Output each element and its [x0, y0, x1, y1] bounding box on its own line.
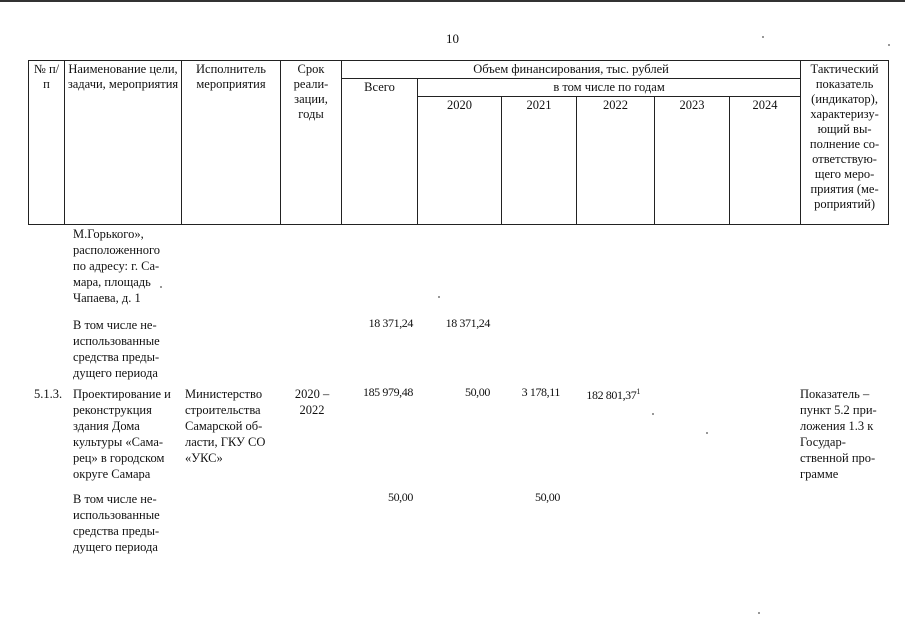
- scan-speck: [758, 612, 760, 614]
- unused-funds-label-1: В том числе не-использованные средства преды-дущего периода: [73, 318, 160, 380]
- scan-speck: [438, 296, 440, 298]
- unused-funds-2021-2: 50,00: [534, 490, 560, 504]
- header-by-years: в том числе по годам: [418, 79, 801, 97]
- item-2021: 3 178,11: [521, 385, 560, 399]
- item-2022: [570, 384, 640, 403]
- item-2022-value: 182 801,37: [586, 388, 637, 402]
- header-total: Всего: [342, 79, 418, 225]
- header-name: Наименование цели, задачи, мероприятия: [65, 61, 182, 225]
- scan-speck: [762, 36, 764, 38]
- header-term: Срок реали-зации, годы: [281, 61, 342, 225]
- scan-speck: [160, 286, 162, 288]
- page-number: 10: [446, 31, 459, 46]
- scan-speck: [652, 413, 654, 415]
- unused-funds-total-1: 18 371,24: [368, 316, 413, 330]
- scan-speck: [706, 432, 708, 434]
- header-year-2024: 2024: [730, 97, 801, 225]
- item-name: Проектирование и реконструкция здания Дома культуры «Сама-рец» в городском округе Самара: [73, 387, 171, 481]
- item-2020: 50,00: [464, 385, 490, 399]
- header-financing: Объем финансирования, тыс. рублей: [342, 61, 801, 79]
- item-indicator: Показатель – пункт 5.2 при-ложения 1.3 к Государ-ственной про-грамме: [800, 387, 877, 481]
- item-term: 2020 – 2022: [294, 387, 330, 417]
- item-2022-footnote: 1: [636, 387, 640, 396]
- unused-funds-2020-1: 18 371,24: [445, 316, 490, 330]
- header-indicator: Тактический показатель (индикатор), характеризу-ющий вы-полнение со-ответствую-щего меро-приятия (ме-роприятий): [801, 61, 889, 225]
- header-year-2021: 2021: [502, 97, 577, 225]
- scan-speck: [888, 44, 890, 46]
- unused-funds-total-2: 50,00: [387, 490, 413, 504]
- header-year-2023: 2023: [655, 97, 730, 225]
- unused-funds-label-2: В том числе не-использованные средства преды-дущего периода: [73, 492, 160, 554]
- item-total: 185 979,48: [362, 385, 413, 399]
- continued-name: М.Горького», расположенного по адресу: г. Са-мара, площадь Чапаева, д. 1: [73, 227, 161, 305]
- header-executor: Исполнитель мероприятия: [182, 61, 281, 225]
- header-year-2022: 2022: [577, 97, 655, 225]
- header-num: № п/п: [29, 61, 65, 225]
- item-executor: Министерство строительства Самарской об-ласти, ГКУ СО «УКС»: [185, 387, 266, 465]
- item-number: 5.1.3.: [33, 387, 63, 401]
- header-year-2020: 2020: [418, 97, 502, 225]
